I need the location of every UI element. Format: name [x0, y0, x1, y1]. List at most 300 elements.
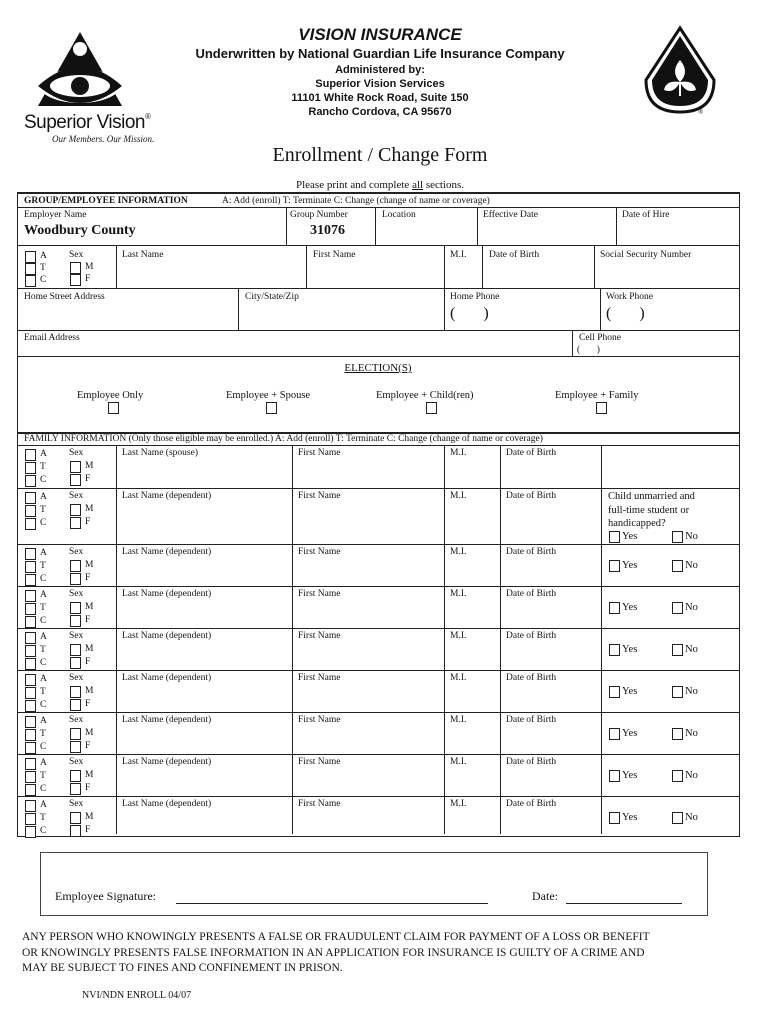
family-sex-label: Sex: [69, 673, 84, 683]
location-label: Location: [382, 210, 416, 220]
divider: [116, 628, 117, 670]
election-option-checkbox[interactable]: [266, 402, 277, 414]
divider: [444, 754, 445, 796]
family-sex-m-checkbox[interactable]: [70, 602, 81, 614]
family-action-t-label: T: [40, 687, 46, 697]
child-no-checkbox[interactable]: [672, 770, 683, 782]
family-sex-f-checkbox[interactable]: [70, 825, 81, 837]
divider: [292, 488, 293, 544]
child-yes-checkbox[interactable]: [609, 531, 620, 543]
child-no-label: No: [685, 531, 698, 542]
family-sex-m-checkbox[interactable]: [70, 644, 81, 656]
election-option-checkbox[interactable]: [108, 402, 119, 414]
employer-name-label: Employer Name: [24, 210, 87, 220]
family-sex-f-label: F: [85, 573, 91, 583]
family-last-name-label: Last Name (dependent): [122, 757, 212, 767]
child-yes-label: Yes: [622, 644, 638, 655]
child-yes-label: Yes: [622, 728, 638, 739]
divider: [572, 330, 573, 356]
child-no-label: No: [685, 644, 698, 655]
family-action-t-checkbox[interactable]: [25, 771, 36, 783]
employee-sex-m-label: M: [85, 262, 94, 272]
child-yes-label: Yes: [622, 812, 638, 823]
family-action-c-label: C: [40, 700, 47, 710]
divider: [116, 712, 117, 754]
family-sex-f-label: F: [85, 474, 91, 484]
family-heading: FAMILY INFORMATION (Only those eligible may be enrolled.) A: Add (enroll) T: Terminate C: Change (change of name or coverage): [24, 434, 543, 444]
family-action-c-label: C: [40, 658, 47, 668]
child-no-checkbox[interactable]: [672, 686, 683, 698]
election-option-label: Employee Only: [77, 390, 144, 401]
family-action-t-label: T: [40, 505, 46, 515]
divider: [18, 712, 739, 713]
divider: [18, 330, 739, 331]
divider: [116, 586, 117, 628]
family-action-a-label: A: [40, 758, 47, 768]
family-action-a-label: A: [40, 800, 47, 810]
divider: [444, 288, 445, 330]
family-action-c-label: C: [40, 518, 47, 528]
family-action-t-checkbox[interactable]: [25, 462, 36, 474]
family-action-c-checkbox[interactable]: [25, 475, 36, 487]
family-sex-m-checkbox[interactable]: [70, 770, 81, 782]
divider: [292, 670, 293, 712]
family-sex-m-checkbox[interactable]: [70, 728, 81, 740]
signature-date-label: Date:: [532, 889, 558, 903]
family-action-t-label: T: [40, 603, 46, 613]
election-option-label: Employee + Child(ren): [376, 390, 474, 401]
divider: [444, 712, 445, 754]
family-action-t-label: T: [40, 729, 46, 739]
family-action-a-checkbox[interactable]: [25, 758, 36, 770]
signature-date-line[interactable]: [566, 903, 682, 904]
administrator-name: Superior Vision Services: [315, 78, 445, 90]
family-mi-label: M.I.: [450, 547, 467, 557]
divider: [500, 628, 501, 670]
family-sex-f-checkbox[interactable]: [70, 615, 81, 627]
family-mi-label: M.I.: [450, 757, 467, 767]
child-no-label: No: [685, 686, 698, 697]
divider: [601, 670, 602, 712]
form-title: Enrollment / Change Form: [272, 144, 488, 166]
election-heading: ELECTION(S): [344, 362, 412, 374]
family-action-c-label: C: [40, 616, 47, 626]
divider: [601, 628, 602, 670]
family-mi-label: M.I.: [450, 631, 467, 641]
family-sex-label: Sex: [69, 448, 84, 458]
family-action-a-label: A: [40, 590, 47, 600]
family-sex-m-label: M: [85, 602, 94, 612]
divider: [616, 207, 617, 245]
cell-phone-label: Cell Phone: [579, 333, 621, 343]
family-action-c-checkbox[interactable]: [25, 784, 36, 796]
logo-tagline: Our Members. Our Mission.: [52, 134, 155, 144]
home-address-label: Home Street Address: [24, 292, 105, 302]
divider: [292, 628, 293, 670]
family-sex-label: Sex: [69, 491, 84, 501]
employee-sex-label: Sex: [69, 250, 84, 260]
divider: [444, 488, 445, 544]
family-action-a-checkbox[interactable]: [25, 492, 36, 504]
divider: [18, 445, 739, 446]
child-yes-checkbox[interactable]: [609, 560, 620, 572]
family-first-name-label: First Name: [298, 673, 341, 683]
family-action-a-label: A: [40, 716, 47, 726]
underwriter-line: Underwritten by National Guardian Life Insurance Company: [195, 46, 565, 61]
family-last-name-label: Last Name (dependent): [122, 799, 212, 809]
child-no-checkbox[interactable]: [672, 812, 683, 824]
family-action-c-checkbox[interactable]: [25, 826, 36, 838]
family-action-a-checkbox[interactable]: [25, 800, 36, 812]
family-action-c-checkbox[interactable]: [25, 742, 36, 754]
family-sex-m-label: M: [85, 812, 94, 822]
divider: [116, 245, 117, 288]
signature-box: [40, 852, 708, 916]
family-last-name-label: Last Name (dependent): [122, 673, 212, 683]
child-no-checkbox[interactable]: [672, 644, 683, 656]
family-action-a-label: A: [40, 548, 47, 558]
family-dob-label: Date of Birth: [506, 673, 557, 683]
divider: [500, 670, 501, 712]
administrator-address-2: Rancho Cordova, CA 95670: [308, 106, 452, 118]
family-last-name-label: Last Name (dependent): [122, 491, 212, 501]
family-action-t-label: T: [40, 645, 46, 655]
divider: [444, 544, 445, 586]
logo-name: Superior Vision®: [24, 112, 151, 133]
child-no-checkbox[interactable]: [672, 728, 683, 740]
family-action-c-label: C: [40, 574, 47, 584]
child-no-checkbox[interactable]: [672, 531, 683, 543]
election-option-label: Employee + Spouse: [226, 390, 311, 401]
divider: [444, 628, 445, 670]
cell-phone-field[interactable]: ( ): [577, 345, 600, 355]
family-mi-label: M.I.: [450, 491, 467, 501]
divider: [306, 245, 307, 288]
family-sex-f-checkbox[interactable]: [70, 741, 81, 753]
divider: [477, 207, 478, 245]
family-action-t-checkbox[interactable]: [25, 561, 36, 573]
divider: [444, 670, 445, 712]
family-dob-label: Date of Birth: [506, 448, 557, 458]
divider: [116, 754, 117, 796]
family-sex-f-checkbox[interactable]: [70, 783, 81, 795]
election-option-label: Employee + Family: [555, 390, 639, 401]
family-action-t-checkbox[interactable]: [25, 645, 36, 657]
family-action-t-label: T: [40, 813, 46, 823]
divider: [18, 796, 739, 797]
child-yes-checkbox[interactable]: [609, 644, 620, 656]
family-first-name-label: First Name: [298, 589, 341, 599]
family-mi-label: M.I.: [450, 589, 467, 599]
employee-action-t-label: T: [40, 263, 46, 273]
family-action-t-checkbox[interactable]: [25, 729, 36, 741]
family-action-a-checkbox[interactable]: [25, 449, 36, 461]
child-question-line: Child unmarried and: [608, 491, 695, 502]
family-sex-f-label: F: [85, 657, 91, 667]
family-action-a-label: A: [40, 449, 47, 459]
ngl-logo: [640, 24, 720, 124]
family-dob-label: Date of Birth: [506, 547, 557, 557]
employee-mi-label: M.I.: [450, 250, 467, 260]
family-action-t-checkbox[interactable]: [25, 603, 36, 615]
divider: [500, 445, 501, 488]
family-dob-label: Date of Birth: [506, 799, 557, 809]
family-last-name-label: Last Name (dependent): [122, 715, 212, 725]
employee-action-c-checkbox[interactable]: [25, 275, 36, 287]
email-label: Email Address: [24, 333, 80, 343]
employer-name-value[interactable]: Woodbury County: [24, 223, 136, 238]
child-yes-label: Yes: [622, 686, 638, 697]
family-sex-f-label: F: [85, 699, 91, 709]
family-sex-f-label: F: [85, 615, 91, 625]
child-question-line: full-time student or: [608, 505, 690, 516]
family-action-t-label: T: [40, 771, 46, 781]
election-option-checkbox[interactable]: [596, 402, 607, 414]
divider: [444, 445, 445, 488]
fraud-warning-line: OR KNOWINGLY PRESENTS FALSE INFORMATION IN AN APPLICATION FOR INSURANCE IS GUILTY OF A CRIME AND: [22, 946, 645, 959]
family-sex-m-label: M: [85, 770, 94, 780]
family-action-c-label: C: [40, 475, 47, 485]
family-sex-f-label: F: [85, 825, 91, 835]
divider: [444, 586, 445, 628]
family-action-a-checkbox[interactable]: [25, 548, 36, 560]
family-mi-label: M.I.: [450, 715, 467, 725]
divider: [286, 207, 287, 245]
family-action-a-checkbox[interactable]: [25, 590, 36, 602]
child-yes-checkbox[interactable]: [609, 686, 620, 698]
group-employee-heading: GROUP/EMPLOYEE INFORMATION: [24, 196, 188, 206]
divider: [601, 445, 602, 488]
divider: [18, 207, 739, 208]
family-dob-label: Date of Birth: [506, 631, 557, 641]
divider: [18, 356, 739, 357]
city-state-zip-label: City/State/Zip: [245, 292, 299, 302]
family-action-c-checkbox[interactable]: [25, 518, 36, 530]
child-yes-checkbox[interactable]: [609, 728, 620, 740]
family-mi-label: M.I.: [450, 673, 467, 683]
family-sex-f-checkbox[interactable]: [70, 657, 81, 669]
administrator-address-1: 11101 White Rock Road, Suite 150: [291, 92, 469, 104]
employee-signature-line[interactable]: [176, 903, 488, 904]
family-sex-m-label: M: [85, 504, 94, 514]
election-option-checkbox[interactable]: [426, 402, 437, 414]
family-mi-label: M.I.: [450, 448, 467, 458]
divider: [292, 754, 293, 796]
employee-sex-f-label: F: [85, 274, 91, 284]
family-dob-label: Date of Birth: [506, 715, 557, 725]
family-last-name-label: Last Name (dependent): [122, 631, 212, 641]
document-title: VISION INSURANCE: [298, 25, 462, 44]
family-action-a-checkbox[interactable]: [25, 716, 36, 728]
divider: [116, 796, 117, 834]
work-phone-label: Work Phone: [606, 292, 653, 302]
divider: [116, 488, 117, 544]
divider: [601, 712, 602, 754]
child-no-checkbox[interactable]: [672, 560, 683, 572]
divider: [18, 488, 739, 489]
family-action-t-label: T: [40, 462, 46, 472]
family-first-name-label: First Name: [298, 448, 341, 458]
divider: [600, 288, 601, 330]
divider: [18, 288, 739, 289]
family-sex-m-label: M: [85, 461, 94, 471]
divider: [292, 796, 293, 834]
family-first-name-label: First Name: [298, 799, 341, 809]
divider: [18, 670, 739, 671]
family-action-t-label: T: [40, 561, 46, 571]
family-sex-f-checkbox[interactable]: [70, 517, 81, 529]
child-yes-checkbox[interactable]: [609, 812, 620, 824]
family-sex-m-checkbox[interactable]: [70, 461, 81, 473]
family-action-c-checkbox[interactable]: [25, 574, 36, 586]
divider: [601, 488, 602, 544]
divider: [500, 754, 501, 796]
family-action-a-checkbox[interactable]: [25, 674, 36, 686]
divider: [238, 288, 239, 330]
family-sex-m-checkbox[interactable]: [70, 812, 81, 824]
family-sex-label: Sex: [69, 757, 84, 767]
divider: [444, 245, 445, 288]
family-action-t-checkbox[interactable]: [25, 505, 36, 517]
family-first-name-label: First Name: [298, 547, 341, 557]
child-no-label: No: [685, 770, 698, 781]
divider: [482, 245, 483, 288]
family-dob-label: Date of Birth: [506, 491, 557, 501]
divider: [500, 488, 501, 544]
family-first-name-label: First Name: [298, 631, 341, 641]
family-last-name-label: Last Name (spouse): [122, 448, 198, 458]
family-sex-m-checkbox[interactable]: [70, 560, 81, 572]
child-no-label: No: [685, 812, 698, 823]
divider: [18, 754, 739, 755]
family-action-a-label: A: [40, 674, 47, 684]
divider: [500, 796, 501, 834]
child-yes-label: Yes: [622, 560, 638, 571]
employee-first-name-label: First Name: [313, 250, 356, 260]
divider: [292, 445, 293, 488]
divider: [601, 544, 602, 586]
work-phone-field[interactable]: ( ): [606, 305, 645, 322]
divider: [500, 586, 501, 628]
employee-signature-label: Employee Signature:: [55, 889, 156, 903]
divider: [601, 586, 602, 628]
family-action-c-checkbox[interactable]: [25, 616, 36, 628]
employee-dob-label: Date of Birth: [489, 250, 540, 260]
effective-date-label: Effective Date: [483, 210, 538, 220]
divider: [18, 628, 739, 629]
family-action-a-label: A: [40, 632, 47, 642]
divider: [292, 712, 293, 754]
divider: [116, 544, 117, 586]
family-first-name-label: First Name: [298, 757, 341, 767]
family-action-t-checkbox[interactable]: [25, 813, 36, 825]
family-sex-label: Sex: [69, 715, 84, 725]
family-sex-f-checkbox[interactable]: [70, 699, 81, 711]
family-last-name-label: Last Name (dependent): [122, 547, 212, 557]
employee-ssn-label: Social Security Number: [600, 250, 692, 260]
family-sex-label: Sex: [69, 631, 84, 641]
home-phone-label: Home Phone: [450, 292, 500, 302]
divider: [601, 796, 602, 834]
family-first-name-label: First Name: [298, 491, 341, 501]
divider: [500, 544, 501, 586]
child-yes-checkbox[interactable]: [609, 602, 620, 614]
action-codes: A: Add (enroll) T: Terminate C: Change (change of name or coverage): [222, 196, 490, 206]
family-action-c-label: C: [40, 742, 47, 752]
employee-action-c-label: C: [40, 275, 47, 285]
family-first-name-label: First Name: [298, 715, 341, 725]
family-action-c-label: C: [40, 826, 47, 836]
family-sex-f-label: F: [85, 783, 91, 793]
divider: [444, 796, 445, 834]
divider: [292, 544, 293, 586]
child-yes-label: Yes: [622, 770, 638, 781]
divider: [18, 544, 739, 545]
fraud-warning: [22, 930, 742, 977]
family-sex-f-checkbox[interactable]: [70, 573, 81, 585]
employee-action-t-checkbox[interactable]: [25, 263, 36, 275]
family-dob-label: Date of Birth: [506, 589, 557, 599]
family-sex-f-checkbox[interactable]: [70, 474, 81, 486]
registered-mark: ®: [698, 108, 704, 116]
family-sex-m-label: M: [85, 686, 94, 696]
divider: [18, 245, 739, 246]
family-action-c-checkbox[interactable]: [25, 700, 36, 712]
group-number-value[interactable]: 31076: [310, 223, 345, 238]
administered-by-label: Administered by:: [335, 64, 425, 76]
employee-action-a-checkbox[interactable]: [25, 251, 36, 263]
fraud-warning-line: MAY BE SUBJECT TO FINES AND CONFINEMENT IN PRISON.: [22, 962, 343, 974]
group-number-label: Group Number: [290, 210, 348, 220]
family-action-a-checkbox[interactable]: [25, 632, 36, 644]
date-of-hire-label: Date of Hire: [622, 210, 670, 220]
family-action-t-checkbox[interactable]: [25, 687, 36, 699]
divider: [375, 207, 376, 245]
family-sex-m-checkbox[interactable]: [70, 504, 81, 516]
family-action-c-checkbox[interactable]: [25, 658, 36, 670]
divider: [500, 712, 501, 754]
family-sex-f-label: F: [85, 741, 91, 751]
child-no-label: No: [685, 602, 698, 613]
divider: [18, 586, 739, 587]
form-code: NVI/NDN ENROLL 04/07: [82, 990, 192, 1001]
family-sex-m-label: M: [85, 560, 94, 570]
child-yes-checkbox[interactable]: [609, 770, 620, 782]
divider: [292, 586, 293, 628]
divider: [116, 670, 117, 712]
family-last-name-label: Last Name (dependent): [122, 589, 212, 599]
home-phone-field[interactable]: ( ): [450, 305, 489, 322]
employee-sex-f-checkbox[interactable]: [70, 274, 81, 286]
family-action-c-label: C: [40, 784, 47, 794]
child-yes-label: Yes: [622, 531, 638, 542]
child-yes-label: Yes: [622, 602, 638, 613]
fraud-warning-line: ANY PERSON WHO KNOWINGLY PRESENTS A FALSE OR FRAUDULENT CLAIM FOR PAYMENT OF A LOSS OR BENEFIT: [22, 931, 650, 943]
diamond-leaf-icon: [640, 24, 720, 124]
family-sex-m-checkbox[interactable]: [70, 686, 81, 698]
family-sex-label: Sex: [69, 589, 84, 599]
employee-sex-m-checkbox[interactable]: [70, 262, 81, 274]
family-sex-m-label: M: [85, 644, 94, 654]
divider: [601, 754, 602, 796]
employee-action-a-label: A: [40, 251, 47, 261]
family-sex-f-label: F: [85, 517, 91, 527]
child-question-line: handicapped?: [608, 518, 666, 529]
child-no-label: No: [685, 560, 698, 571]
family-sex-label: Sex: [69, 547, 84, 557]
child-no-checkbox[interactable]: [672, 602, 683, 614]
family-dob-label: Date of Birth: [506, 757, 557, 767]
